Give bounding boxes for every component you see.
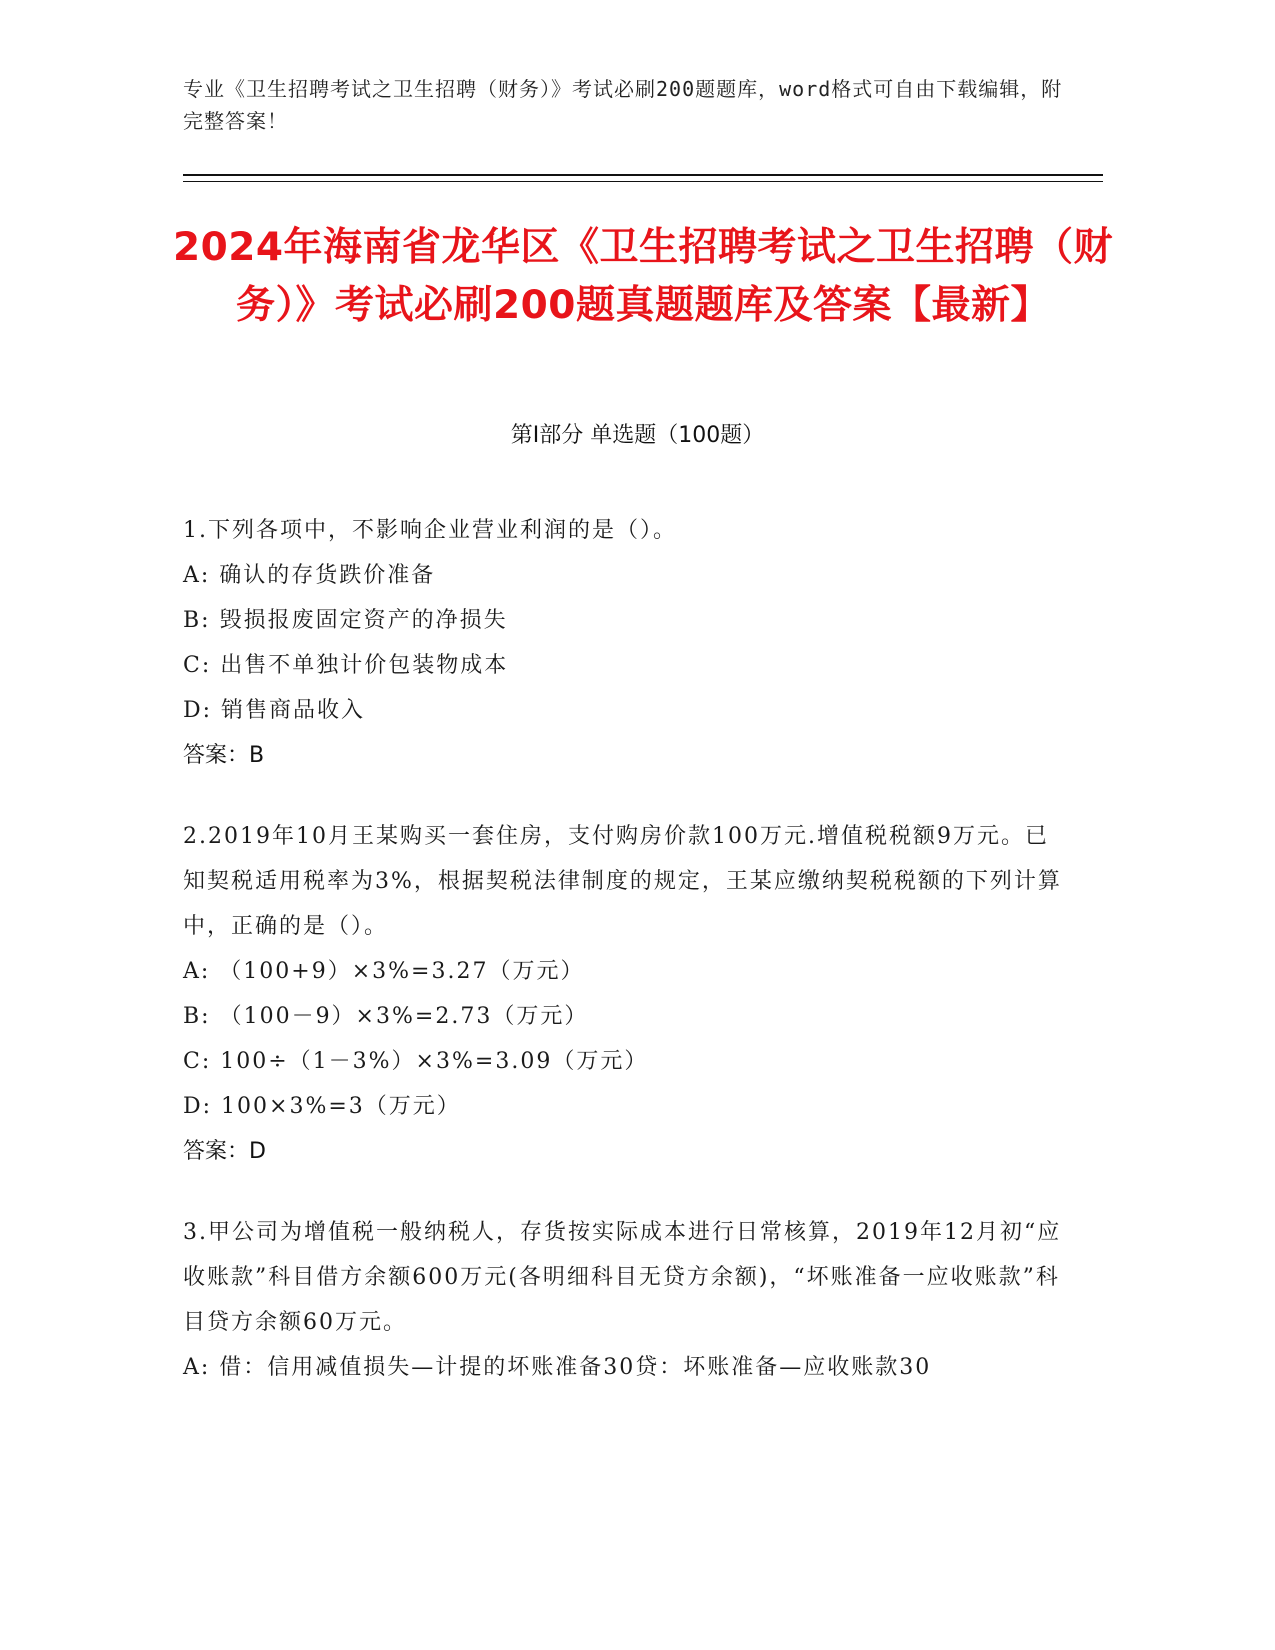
question-1 [183,508,1063,778]
question-text: 3.甲公司为增值税一般纳税人，存货按实际成本进行日常核算，2019年12月初“应收账款”科目借方余额600万元(各明细科目无贷方余额)，“坏账准备一应收账款”科目贷方余额60万元。 [183,1220,1062,1335]
option-a: A: （100+9）×3%=3.27（万元） [183,959,585,984]
answer: 答案：B [183,743,265,768]
option-d: D: 销售商品收入 [183,698,366,723]
question-text: 2.2019年10月王某购买一套住房，支付购房价款100万元.增值税税额9万元。已知契税适用税率为3%，根据契税法律制度的规定，王某应缴纳契税税额的下列计算中，正确的是（）。 [183,824,1062,939]
question-2 [183,814,1063,1174]
header-divider-thin [183,181,1103,182]
option-c: C: 出售不单独计价包装物成本 [183,653,509,678]
header-note: 专业《卫生招聘考试之卫生招聘（财务）》考试必刷200题题库，word格式可自由下载编辑，附完整答案！ [183,77,1063,133]
section-heading: 第I部分 单选题（100题） [510,423,765,448]
option-c: C: 100÷（1－3%）×3%=3.09（万元） [183,1049,649,1074]
answer: 答案：D [183,1139,266,1164]
option-b: B: （100－9）×3%=2.73（万元） [183,1004,589,1029]
option-b: B: 毁损报废固定资产的净损失 [183,608,508,633]
header-divider [183,174,1103,176]
option-d: D: 100×3%=3（万元） [183,1094,461,1119]
document-title: 2024年海南省龙华区《卫生招聘考试之卫生招聘（财务）》考试必刷200题真题题库及答案【最新】 [172,225,1114,328]
option-a: A: 借：信用减值损失—计提的坏账准备30贷：坏账准备—应收账款30 [183,1355,932,1380]
option-a: A: 确认的存货跌价准备 [183,563,436,588]
question-list [183,508,1063,1426]
question-3 [183,1210,1063,1390]
question-text: 1.下列各项中，不影响企业营业利润的是（）。 [183,518,677,543]
